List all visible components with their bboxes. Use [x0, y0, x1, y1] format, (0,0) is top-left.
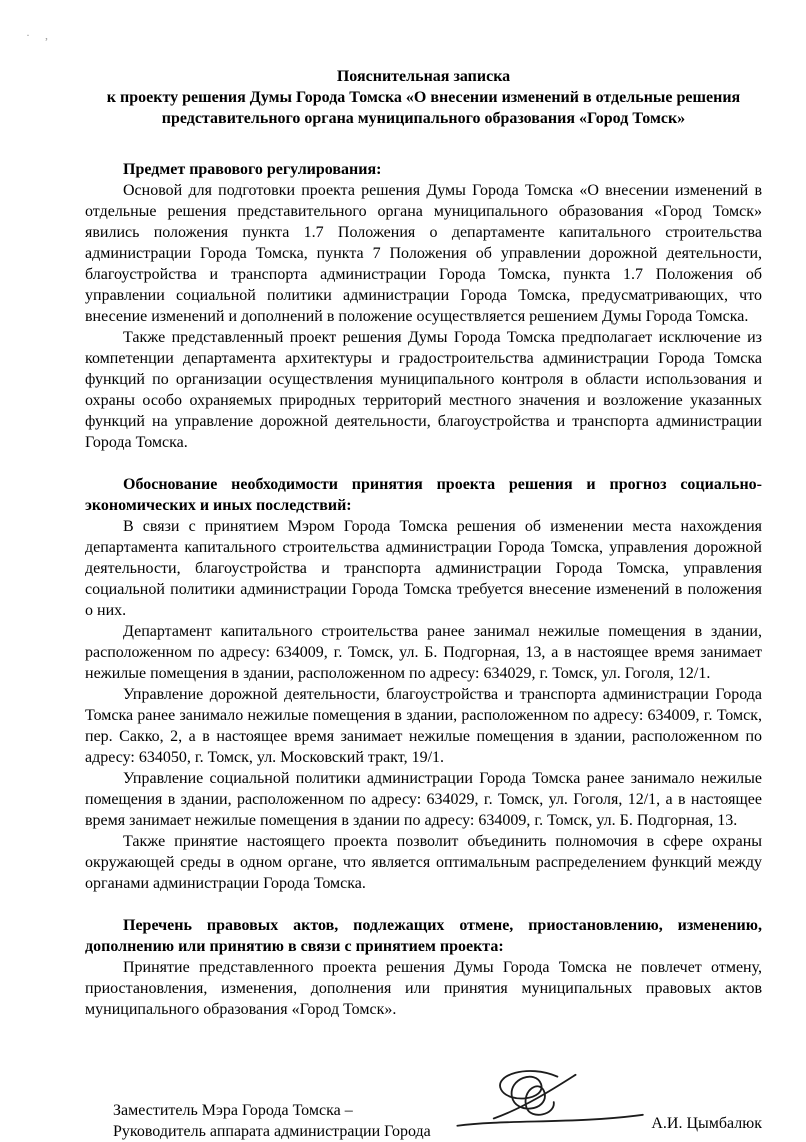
- paragraph: Департамент капитального строительства ранее занимал нежилые помещения в здании, расположенном по адресу: 634009, г. Томск, ул. Б. Подгорная, 13, а в настоящее время занимает нежилые помещения в здании, расположенном по адресу: 634029, г. Томск, ул. Гоголя, 12/1.: [85, 623, 762, 682]
- paragraph: Также принятие настоящего проекта позволит объединить полномочия в сфере охраны окружающей среды в одном органе, что является оптимальным распределением функций между органами администрации Города Томска.: [85, 833, 762, 892]
- document-title: [85, 66, 762, 129]
- paragraph: В связи с принятием Мэром Города Томска решения об изменении места нахождения департамента капитального строительства администрации Города Томска, управления дорожной деятельности, благоустройства и транспорта администрации Города Томска, управления социальной политики администрации Города Томска требуется внесение изменений в положения о них.: [85, 518, 762, 619]
- spacer: [85, 129, 762, 159]
- signature-block: [85, 1064, 762, 1142]
- section-heading-justification: Обоснование необходимости принятия проекта решения и прогноз социально-экономических и иных последствий:: [85, 476, 762, 514]
- paragraph: Управление социальной политики администрации Города Томска ранее занимало нежилые помещения в здании, расположенном по адресу: 634029, г. Томск, ул. Гоголя, 12/1, а в настоящее время занимает нежилые помещения в здании по адресу: 634009, г. Томск, ул. Б. Подгорная, 13.: [85, 770, 762, 829]
- section-heading-subject: Предмет правового регулирования:: [123, 161, 382, 178]
- paragraph: Принятие представленного проекта решения Думы Города Томска не повлечет отмену, приостановления, изменения, дополнения или принятия муниципальных правовых актов муниципального образования «Город Томск».: [85, 959, 762, 1018]
- spacer: [85, 894, 762, 915]
- signatory-name: А.И. Цымбалюк: [651, 1115, 762, 1132]
- signatory-position-line-1: Заместитель Мэра Города Томска –: [113, 1102, 353, 1119]
- signatory-position: [113, 1100, 431, 1142]
- scan-artifact: · ,: [26, 28, 54, 42]
- section-heading-acts-list: Перечень правовых актов, подлежащих отмене, приостановлению, изменению, дополнению или принятию в связи с принятием проекта:: [85, 917, 762, 955]
- document-body: [85, 159, 762, 1020]
- signatory-position-line-2: Руководитель аппарата администрации Города: [113, 1123, 431, 1140]
- title-line-1: Пояснительная записка: [336, 68, 511, 85]
- paragraph: Управление дорожной деятельности, благоустройства и транспорта администрации Города Томска ранее занимало нежилые помещения в здании, расположенном по адресу: 634009, г. Томск, пер. Сакко, 2, а в настоящее время занимает нежилые помещения в здании, расположенном по адресу: 634050, г. Томск, ул. Московский тракт, 19/1.: [85, 686, 762, 766]
- paragraph: Также представленный проект решения Думы Города Томска предполагает исключение из компетенции департамента архитектуры и градостроительства администрации Города Томска функций по организации осуществления муниципального контроля в области использования и охраны особо охраняемых природных территорий местного значения и возложение указанных функций на управление дорожной деятельности, благоустройства и транспорта администрации Города Томска.: [85, 329, 762, 451]
- paragraph: Основой для подготовки проекта решения Думы Города Томска «О внесении изменений в отдельные решения представительного органа муниципального образования «Город Томск» явились положения пункта 1.7 Положения о департаменте капитального строительства администрации Города Томска, пункта 7 Положения об управлении дорожной деятельности, благоустройства и транспорта администрации Города Томска, пункта 1.7 Положения об управлении социальной политики администрации Города Томска, предусматривающих, что внесение изменений и дополнений в положение осуществляется решением Думы Города Томска.: [85, 182, 762, 325]
- title-line-2: к проекту решения Думы Города Томска «О внесении изменений в отдельные решения представительного органа муниципального образования «Город Томск»: [106, 89, 741, 127]
- handwritten-signature-icon: [441, 1064, 646, 1142]
- spacer: [85, 453, 762, 474]
